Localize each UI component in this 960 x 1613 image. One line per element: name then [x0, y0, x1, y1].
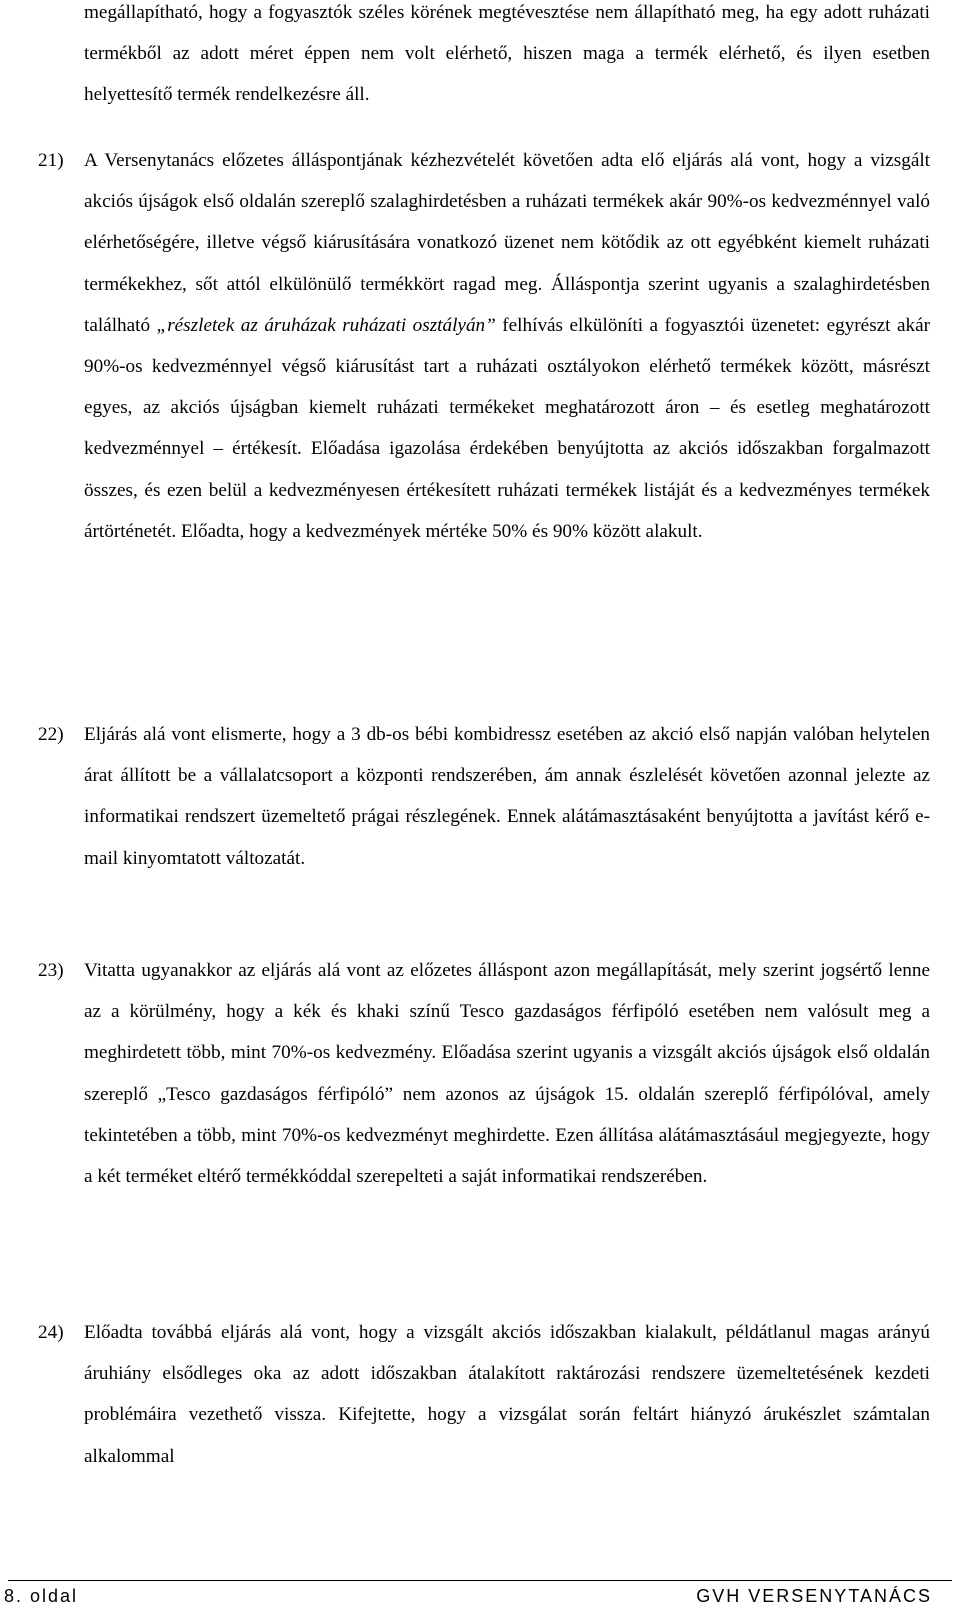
paragraph-number-22: 22): [38, 724, 64, 745]
footer-page-number: 8. oldal: [4, 1586, 79, 1606]
footer-divider: [8, 1580, 952, 1581]
paragraph-23: Vitatta ugyanakkor az eljárás alá vont az előzetes álláspont azon megállapítását, mely szerint jogsértő lenne az a körülmény, hogy a kék és khaki színű Tesco gazdaságos férfipóló esetében nem valósult meg a meghirdetett több, mint 70%-os kedvezmény. Előadása szerint ugyanis a vizsgált akciós újságok első oldalán szereplő „Tesco gazdaságos férfipóló” nem azonos az újságok 15. oldalán szereplő férfipólóval, amely tekintetében a több, mint 70%-os kedvezményt meghirdette. Ezen állítása alátámasztásául megjegyezte, hogy a két terméket eltérő termékkóddal szerepelteti a saját informatikai rendszerében.: [84, 960, 930, 1188]
intro-paragraph: megállapítható, hogy a fogyasztók széles körének megtévesztése nem állapítható meg, ha egy adott ruházati termékből az adott méret éppen nem volt elérhető, hiszen maga a termék elérhető, és ilyen esetben helyettesítő termék rendelkezésre áll.: [84, 2, 930, 106]
paragraph-21-text-a: A Versenytanács előzetes álláspontjának kézhezvételét követően adta elő eljárás alá vont, hogy a vizsgált akciós újságok első oldalán szereplő szalaghirdetésben a ruházati termékek akár 90%-os kedvezménnyel való elérhetőségére, illetve végső kiárusítására vonatkozó üzenet nem kötődik az ott egyébként kiemelt ruházati termékekhez, sőt attól elkülönülő termékkört ragad meg. Álláspontja szerint ugyanis a szalaghirdetésben található: [84, 150, 930, 336]
paragraph-number-21: 21): [38, 150, 64, 171]
paragraph-21-quote: „részletek az áruházak ruházati osztályán”: [156, 314, 496, 336]
paragraph-22: Eljárás alá vont elismerte, hogy a 3 db-os bébi kombidressz esetében az akció első napján valóban helytelen árat állított be a vállalatcsoport a központi rendszerében, ám annak észlelését követően azonnal jelezte az informatikai rendszert üzemeltető prágai részlegének. Ennek alátámasztásaként benyújtotta a javítást kérő e-mail kinyomtatott változatát.: [84, 724, 930, 869]
footer-organization: GVH VERSENYTANÁCS: [696, 1586, 932, 1606]
paragraph-21-text-b: felhívás elkülöníti a fogyasztói üzenetet: egyrészt akár 90%-os kedvezménnyel végső kiárusítást tart a ruházati osztályokon elérhető termékek között, másrészt egyes, az akciós újságban kiemelt ruházati termékeket meghatározott áron – és esetleg meghatározott kedvezménnyel – értékesít. Előadása igazolása érdekében benyújtotta az akciós időszakban forgalmazott összes, és ezen belül a kedvezményesen értékesített ruházati termékek listáját és a kedvezményes termékek ártörténetét. Előadta, hogy a kedvezmények mértéke 50% és 90% között alakult.: [84, 314, 930, 542]
paragraph-number-23: 23): [38, 960, 64, 981]
paragraph-24: Előadta továbbá eljárás alá vont, hogy a vizsgált akciós időszakban kialakult, példátlanul magas arányú áruhiány elsődleges oka az adott időszakban átalakított raktározási rendszere üzemeltetésének kezdeti problémáira vezethető vissza. Kifejtette, hogy a vizsgálat során feltárt hiányzó árukészlet számtalan alkalommal: [84, 1322, 930, 1467]
paragraph-number-24: 24): [38, 1322, 64, 1343]
paragraph-21: [84, 140, 930, 552]
